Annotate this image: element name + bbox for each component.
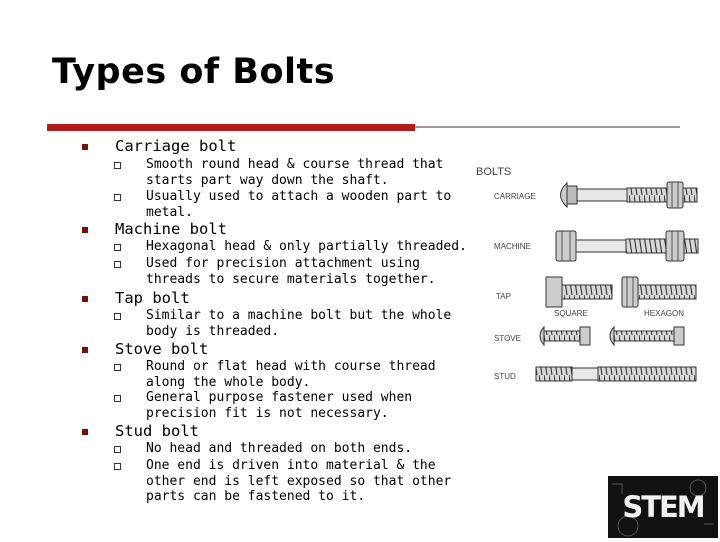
bolt-type-tap: Tap bolt xyxy=(115,289,190,307)
title-underline-accent xyxy=(47,124,415,131)
sub-bullet-icon xyxy=(114,162,121,169)
stem-logo-text: STEM xyxy=(622,490,704,524)
sub-bullet-icon xyxy=(114,446,121,453)
bolt-types-illustration xyxy=(474,155,720,400)
label-hexagon: HEXAGON xyxy=(644,309,685,318)
sub-bullet-icon xyxy=(114,463,121,470)
sub-bullet-icon xyxy=(114,313,121,320)
sub-bullet-icon xyxy=(114,364,121,371)
title-underline-rule xyxy=(415,126,680,128)
tap-desc-1: Similar to a machine bolt but the whole body is threaded. xyxy=(146,308,452,339)
slide-title: Types of Bolts xyxy=(52,52,336,92)
label-tap: TAP xyxy=(496,292,511,301)
stud-desc-1: No head and threaded on both ends. xyxy=(146,441,413,456)
bullet-icon xyxy=(82,144,88,150)
sub-bullet-icon xyxy=(114,261,121,268)
stem-logo xyxy=(608,476,718,538)
sub-bullet-icon xyxy=(114,244,121,251)
bullet-icon xyxy=(82,227,88,233)
bullet-icon xyxy=(82,347,88,353)
sub-bullet-icon xyxy=(114,395,121,402)
carriage-desc-1: Smooth round head & course thread that starts part way down the shaft. xyxy=(146,157,444,188)
stove-desc-1: Round or flat head with course thread along the whole body. xyxy=(146,359,436,390)
machine-desc-2: Used for precision attachment using threads to secure materials together. xyxy=(146,256,436,287)
stem-logo-mark xyxy=(608,476,718,538)
stud-desc-2: One end is driven into material & the other end is left exposed so that other parts can be fastened to it. xyxy=(146,458,452,504)
sub-bullet-icon xyxy=(114,194,121,201)
bolt-type-stud: Stud bolt xyxy=(115,422,199,440)
label-machine: MACHINE xyxy=(494,242,531,251)
stove-desc-2: General purpose fastener used when precision fit is not necessary. xyxy=(146,390,413,421)
label-square: SQUARE xyxy=(554,309,588,318)
bolt-type-carriage: Carriage bolt xyxy=(115,137,237,155)
bullet-icon xyxy=(82,429,88,435)
machine-desc-1: Hexagonal head & only partially threaded. xyxy=(146,239,467,254)
carriage-desc-2: Usually used to attach a wooden part to metal. xyxy=(146,189,452,220)
label-stud: STUD xyxy=(494,372,516,381)
figure-header: BOLTS xyxy=(476,166,512,178)
label-carriage: CARRIAGE xyxy=(494,192,536,201)
bolt-type-machine: Machine bolt xyxy=(115,220,227,238)
bolt-type-stove: Stove bolt xyxy=(115,340,209,358)
label-stove: STOVE xyxy=(494,334,521,343)
bullet-icon xyxy=(82,296,88,302)
